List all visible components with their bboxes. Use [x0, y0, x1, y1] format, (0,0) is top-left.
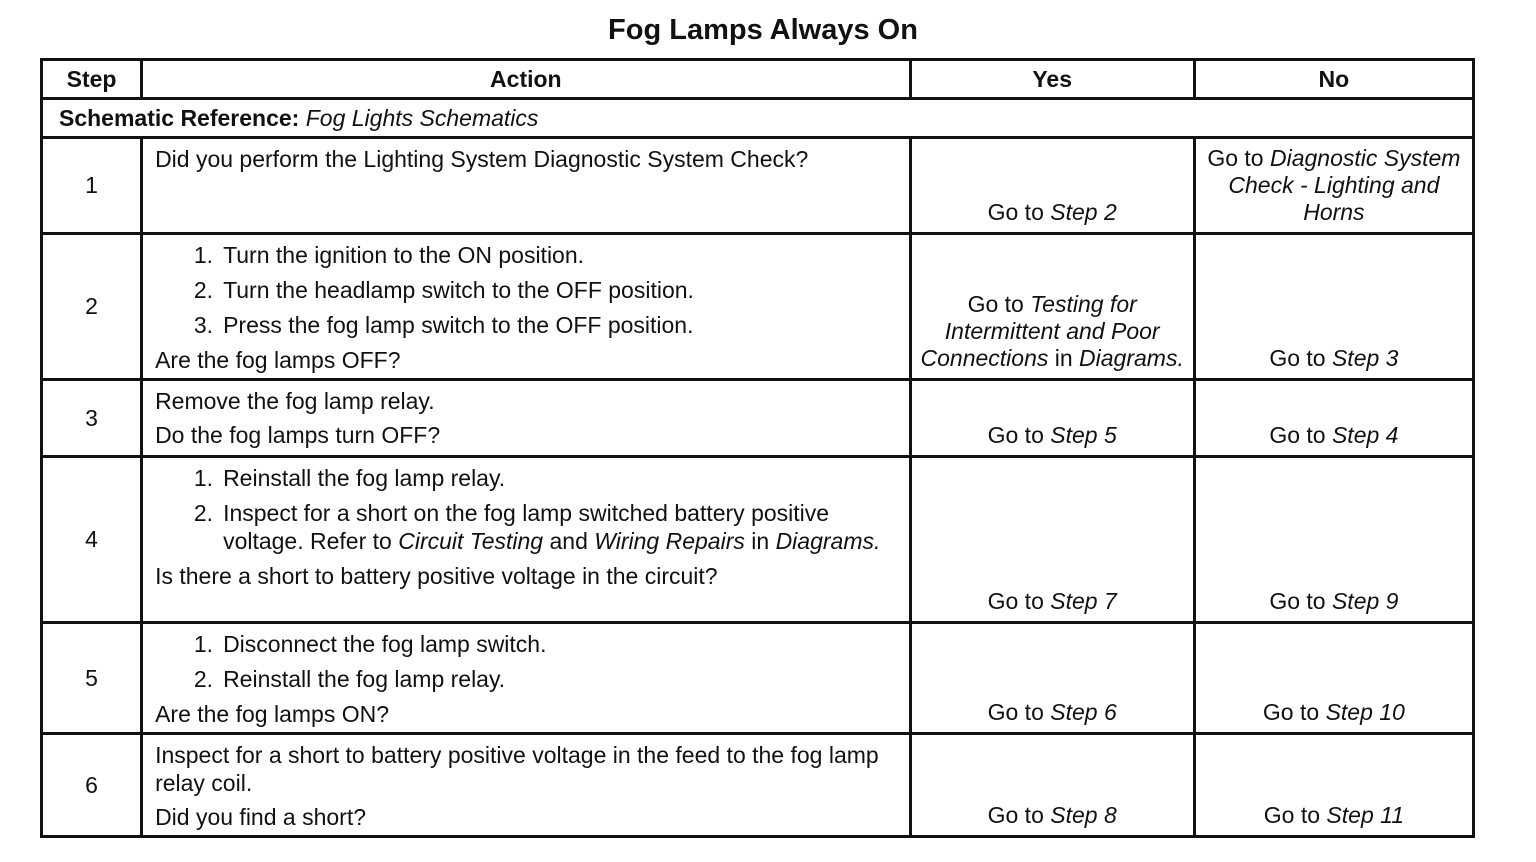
no-link[interactable]: Step 10	[1325, 699, 1405, 725]
yes-cell	[910, 457, 1194, 623]
header-step: Step	[42, 60, 142, 99]
no-cell	[1194, 380, 1473, 457]
yes-link-diagrams[interactable]: Diagrams.	[1079, 345, 1184, 371]
table-row	[42, 457, 1474, 623]
no-cell	[1194, 623, 1473, 734]
yes-suffix: in	[1054, 345, 1073, 371]
list-item: 1. Disconnect the fog lamp switch.	[193, 631, 547, 657]
list-item: 1. Reinstall the fog lamp relay.	[193, 465, 506, 491]
schematic-reference-label: Schematic Reference:	[59, 104, 300, 131]
table-row	[42, 734, 1474, 837]
diagrams-link[interactable]: Diagrams.	[775, 528, 881, 554]
question: Did you find a short?	[155, 804, 367, 830]
yes-prefix: Go to	[987, 422, 1044, 448]
no-link[interactable]: Diagnostic System Check - Lighting and Horns	[1228, 145, 1461, 225]
action-cell	[142, 234, 911, 380]
yes-cell	[910, 380, 1194, 457]
yes-link[interactable]: Step 5	[1050, 422, 1117, 448]
yes-link[interactable]: Step 7	[1050, 588, 1117, 614]
yes-link[interactable]: Step 8	[1050, 802, 1117, 828]
yes-cell	[910, 734, 1194, 837]
schematic-reference-link[interactable]: Fog Lights Schematics	[305, 104, 539, 131]
step-number: 5	[42, 623, 142, 734]
no-link[interactable]: Step 4	[1331, 422, 1399, 448]
table-row	[42, 138, 1474, 234]
no-cell	[1194, 457, 1473, 623]
step-number: 4	[42, 457, 142, 623]
action-text: Inspect for a short to battery positive voltage in the feed to the fog lamp relay coil.	[155, 742, 879, 796]
no-prefix: Go to	[1269, 588, 1326, 614]
no-prefix: Go to	[1269, 345, 1326, 371]
yes-prefix: Go to	[987, 588, 1044, 614]
action-cell	[142, 623, 911, 734]
page-title: Fog Lamps Always On	[608, 14, 918, 46]
yes-prefix: Go to	[987, 199, 1044, 225]
step-number: 3	[42, 380, 142, 457]
yes-link[interactable]: Testing for Intermittent and Poor Connections	[920, 291, 1160, 371]
yes-prefix: Go to	[967, 291, 1024, 317]
wiring-repairs-link[interactable]: Wiring Repairs	[594, 528, 745, 554]
circuit-testing-link[interactable]: Circuit Testing	[398, 528, 544, 554]
header-row	[42, 60, 1474, 99]
no-cell	[1194, 734, 1473, 837]
no-link[interactable]: Step 9	[1331, 588, 1399, 614]
table-row	[42, 234, 1474, 380]
no-prefix: Go to	[1263, 802, 1321, 828]
no-link[interactable]: Step 3	[1331, 345, 1399, 371]
action-cell	[142, 457, 911, 623]
list-item: 2. Reinstall the fog lamp relay.	[193, 666, 506, 692]
header-no: No	[1194, 60, 1473, 99]
question: Are the fog lamps OFF?	[155, 347, 401, 373]
action-cell	[142, 380, 911, 457]
no-link[interactable]: Step 11	[1326, 802, 1405, 828]
yes-prefix: Go to	[987, 699, 1044, 725]
step-number: 1	[42, 138, 142, 234]
no-prefix: Go to	[1262, 699, 1320, 725]
no-prefix: Go to	[1269, 422, 1326, 448]
list-item: 3. Press the fog lamp switch to the OFF position.	[193, 312, 694, 338]
schematic-reference	[42, 99, 1474, 138]
table-row	[42, 380, 1474, 457]
table-row	[42, 623, 1474, 734]
diagnostic-table	[40, 58, 1475, 838]
yes-cell	[910, 138, 1194, 234]
action-text: Remove the fog lamp relay.	[155, 388, 435, 414]
step-number: 2	[42, 234, 142, 380]
yes-cell	[910, 234, 1194, 380]
no-cell	[1194, 234, 1473, 380]
question: Are the fog lamps ON?	[155, 701, 390, 727]
yes-cell	[910, 623, 1194, 734]
yes-link[interactable]: Step 2	[1050, 199, 1117, 225]
list-item: 2. Turn the headlamp switch to the OFF position.	[193, 277, 694, 303]
step-number: 6	[42, 734, 142, 837]
question: Do the fog lamps turn OFF?	[155, 422, 441, 448]
action-cell	[142, 138, 911, 234]
header-yes: Yes	[910, 60, 1194, 99]
yes-link[interactable]: Step 6	[1050, 699, 1117, 725]
question: Is there a short to battery positive voltage in the circuit?	[155, 563, 718, 589]
yes-prefix: Go to	[987, 802, 1044, 828]
action-cell	[142, 734, 911, 837]
list-item: 1. Turn the ignition to the ON position.	[193, 242, 585, 268]
schematic-reference-row	[42, 99, 1474, 138]
no-cell	[1194, 138, 1473, 234]
question: Did you perform the Lighting System Diagnostic System Check?	[155, 146, 809, 172]
no-prefix: Go to	[1207, 145, 1264, 171]
header-action: Action	[142, 60, 911, 99]
list-item: 2. Inspect for a short on the fog lamp switched battery positive voltage. Refer to Circuit Testing and Wiring Repairs in Diagrams.	[193, 500, 881, 554]
